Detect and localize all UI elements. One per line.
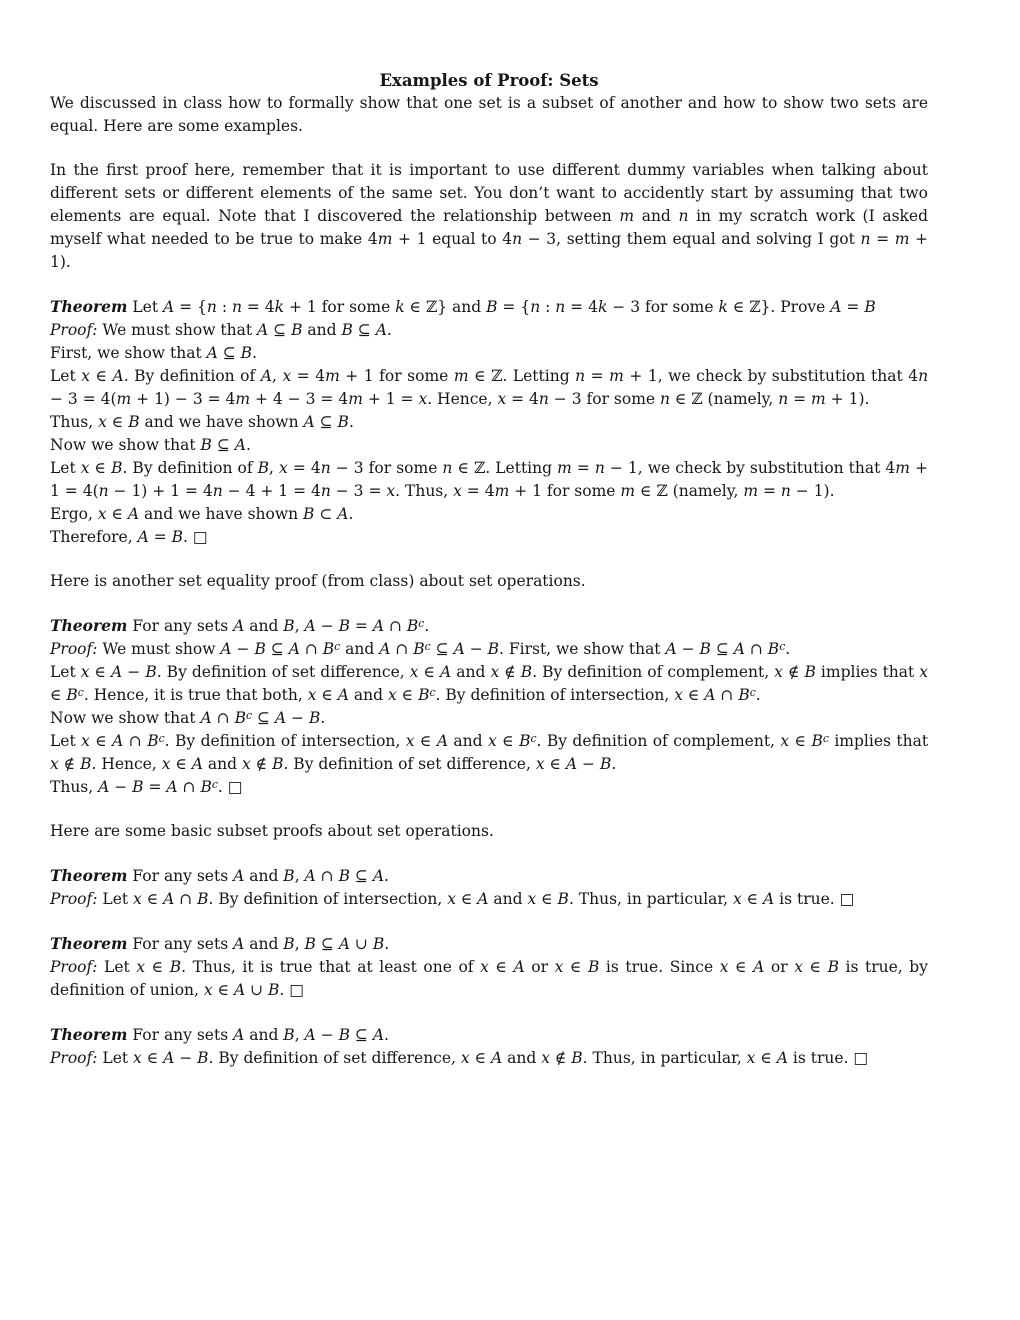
math-var: A (200, 709, 212, 727)
complement-superscript: c (334, 639, 341, 653)
math-var: B (197, 1049, 209, 1067)
math-var: B (308, 709, 321, 727)
math-var: m (494, 482, 510, 500)
math-var: x (80, 459, 90, 477)
theorem-1-forward-argument: Let x ∈ A. By definition of A, x = 4m + 1 for some m ∈ ℤ. Letting n = m + 1, we check by substitution that 4n − 3 = 4(m + 1) − 3 = 4m + 4 − 3 = 4m + 1 = x. Hence, x = 4n − 3 for some n ∈ ℤ (namely, n = m + 1). (50, 367, 929, 408)
math-var: x (98, 413, 107, 431)
math-var: A (234, 436, 246, 454)
theorem-1 (50, 295, 928, 549)
math-var: x (405, 732, 415, 750)
complement-superscript: c (779, 639, 786, 653)
math-var: k (718, 298, 728, 316)
math-var: B (587, 958, 600, 976)
theorem-3-proof: Proof: Let x ∈ A ∩ B. By definition of intersection, x ∈ A and x ∈ B. Thus, in particular, x ∈ A is true. □ (50, 890, 855, 908)
math-var: A (257, 321, 269, 339)
theorem-keyword: Theorem (50, 934, 128, 953)
math-var: x (388, 686, 397, 704)
math-var: x (161, 755, 171, 773)
math-var: A (372, 617, 385, 635)
math-var: x (794, 958, 803, 976)
math-var: n (530, 298, 541, 316)
math-var: n (860, 230, 871, 248)
math-var: B (132, 778, 144, 796)
math-var: n (780, 482, 791, 500)
complement-superscript: c (418, 616, 425, 630)
math-var: x (133, 1049, 142, 1067)
math-var: A (111, 663, 123, 681)
math-var: n (231, 298, 242, 316)
math-var: n (660, 390, 670, 408)
complement-superscript: c (429, 685, 436, 699)
math-var: x (535, 755, 545, 773)
theorem-2-proof-intro: Proof: We must show A − B ⊆ A ∩ $B^c$ and A ∩ $B^c$ ⊆ A − B. First, we show that A − B ⊆ A ∩ $B^c$. (50, 639, 791, 658)
math-var: x (81, 732, 90, 750)
math-var: B (304, 935, 316, 953)
math-var: A (337, 505, 349, 523)
math-var: A (490, 1049, 503, 1067)
math-var: A (337, 686, 349, 704)
math-var: x (490, 663, 500, 681)
math-var: m (894, 230, 910, 248)
math-var: B (811, 732, 823, 750)
theorem-4-proof: Proof: Let x ∈ B. Thus, it is true that at least one of x ∈ A or x ∈ B is true. Since x ∈ A or x ∈ B is true, by definition of union, x ∈ A ∪ B. □ (50, 958, 928, 999)
math-var: n (555, 298, 566, 316)
document-page (50, 69, 928, 1070)
math-var: B (111, 459, 123, 477)
theorem-5-statement: Theorem For any sets A and B, A − B ⊆ A. (50, 1025, 389, 1044)
math-var: x (527, 890, 537, 908)
math-var: n (778, 390, 789, 408)
theorem-1-backward-argument: Let x ∈ B. By definition of B, x = 4n − 3 for some n ∈ ℤ. Letting m = n − 1, we check by substitution that 4m + 1 = 4(n − 1) + 1 = 4n − 4 + 1 = 4n − 3 = x. Thus, x = 4m + 1 for some m ∈ ℤ (namely, m = n − 1). (50, 459, 929, 500)
math-var: n (98, 482, 109, 500)
math-var: B (234, 709, 246, 727)
math-var: A (233, 1026, 245, 1044)
math-var: x (919, 663, 929, 681)
math-var: A (372, 1026, 385, 1044)
math-var: B (303, 505, 315, 523)
complement-superscript: c (530, 731, 537, 745)
math-var: x (488, 732, 497, 750)
theorem-4-statement: Theorem For any sets A and B, B ⊆ A ∪ B. (50, 934, 390, 953)
math-var: n (575, 367, 586, 385)
theorem-1-qed: Therefore, A = B. □ (50, 528, 208, 546)
math-var: Proof: (50, 1049, 98, 1067)
math-var: A (453, 640, 465, 658)
transition-2 (50, 820, 928, 843)
math-var: B (80, 755, 92, 773)
math-var: x (80, 663, 90, 681)
math-var: B (520, 663, 533, 681)
theorem-1-backward-conclusion: Ergo, x ∈ A and we have shown B ⊂ A. (50, 505, 354, 523)
math-var: B (128, 413, 140, 431)
math-var: A (288, 640, 300, 658)
math-var: A (379, 640, 391, 658)
math-var: B (827, 958, 839, 976)
math-var: A (233, 867, 245, 885)
theorem-keyword: Theorem (50, 616, 128, 635)
math-var: A (98, 778, 110, 796)
math-var: B (322, 640, 335, 658)
math-var: A (233, 935, 245, 953)
math-var: B (283, 935, 295, 953)
math-var: A (166, 778, 178, 796)
transition-2-paragraph: Here are some basic subset proofs about set operations. (50, 822, 494, 840)
math-var: B (341, 321, 353, 339)
math-var: k (597, 298, 608, 316)
theorem-3-statement: Theorem For any sets A and B, A ∩ B ⊆ A. (50, 866, 389, 885)
math-var: m (609, 367, 624, 385)
complement-superscript: c (424, 639, 431, 653)
math-var: Proof: (50, 958, 98, 976)
math-var: x (460, 1049, 470, 1067)
theorem-2-forward-argument: Let x ∈ A − B. By definition of set difference, x ∈ A and x ∉ B. By definition of complement, x ∉ B implies that x ∈ $B^c$. Hence, it is true that both, x ∈ A and x ∈ $B^c$. By definition of intersection, x ∈ A ∩ $B^c$. (50, 663, 929, 704)
math-var: n (206, 298, 217, 316)
math-var: B (418, 686, 430, 704)
math-var: x (774, 663, 783, 681)
theorem-keyword: Theorem (50, 866, 128, 885)
math-var: x (241, 755, 251, 773)
math-var: x (447, 890, 456, 908)
math-var: B (272, 755, 284, 773)
math-var: A (565, 755, 578, 773)
math-var: x (418, 390, 428, 408)
math-var: m (325, 367, 340, 385)
math-var: A (112, 732, 124, 750)
math-var: A (206, 344, 218, 362)
math-var: n (678, 207, 689, 225)
complement-superscript: c (749, 685, 756, 699)
math-var: m (235, 390, 251, 408)
math-var: m (743, 482, 759, 500)
math-var: B (338, 617, 350, 635)
math-var: n (538, 390, 549, 408)
math-var: n (512, 230, 523, 248)
math-var: B (291, 321, 303, 339)
math-var: n (918, 367, 929, 385)
math-var: x (203, 981, 213, 999)
theorem-2-backward-goal: Now we show that A ∩ $B^c$ ⊆ A − B. (50, 708, 326, 727)
math-var: x (541, 1049, 550, 1067)
theorem-5 (50, 1023, 928, 1070)
math-var: A (513, 958, 525, 976)
math-var: B (738, 686, 750, 704)
math-var: B (169, 958, 182, 976)
math-var: B (864, 298, 876, 316)
math-var: x (136, 958, 146, 976)
math-var: A (753, 958, 765, 976)
math-var: x (133, 890, 142, 908)
math-var: B (557, 890, 569, 908)
math-var: B (599, 755, 612, 773)
theorem-1-forward-conclusion: Thus, x ∈ B and we have shown A ⊆ B. (50, 413, 354, 431)
math-var: B (338, 867, 350, 885)
math-var: x (453, 482, 462, 500)
math-var: B (804, 663, 816, 681)
math-var: B (767, 640, 780, 658)
math-var: A (436, 732, 449, 750)
math-var: x (732, 890, 742, 908)
math-var: B (406, 617, 419, 635)
math-var: B (413, 640, 425, 658)
math-var: B (699, 640, 711, 658)
math-var: m (619, 207, 635, 225)
math-var: k (274, 298, 285, 316)
math-var: n (320, 459, 331, 477)
math-var: B (571, 1049, 583, 1067)
title-text: Examples of Proof: Sets (379, 71, 599, 90)
math-var: B (254, 640, 266, 658)
math-var: Proof: (50, 321, 98, 339)
complement-superscript: c (77, 685, 84, 699)
math-var: A (137, 528, 149, 546)
math-var: m (895, 459, 910, 477)
theorem-1-forward-goal: First, we show that A ⊆ B. (50, 344, 257, 362)
math-var: A (260, 367, 272, 385)
math-var: Proof: (50, 640, 98, 658)
math-var: B (240, 344, 253, 362)
math-var: x (279, 459, 288, 477)
math-var: x (386, 482, 396, 500)
math-var: A (163, 298, 175, 316)
math-var: x (307, 686, 317, 704)
math-var: x (50, 755, 59, 773)
document-title (50, 69, 928, 92)
math-var: A (191, 755, 203, 773)
math-var: A (372, 867, 385, 885)
math-var: B (283, 1026, 295, 1044)
math-var: x (780, 732, 790, 750)
math-var: A (776, 1049, 788, 1067)
math-var: B (171, 528, 184, 546)
math-var: x (746, 1049, 756, 1067)
math-var: m (377, 230, 393, 248)
math-var: A (112, 367, 124, 385)
theorem-keyword: Theorem (50, 1025, 128, 1044)
math-var: m (116, 390, 132, 408)
header-section (50, 69, 928, 138)
math-var: x (719, 958, 729, 976)
note-paragraph: In the first proof here, remember that it is important to use different dummy variables when talking about different sets or different elements of the same set. You don’t want to accidently start by assuming that two elements are equal. Note that I discovered the relationship between m and n in my scratch work (I asked myself what needed to be true to make 4m + 1 equal to 4n − 3, setting them equal and solving I got n = m + 1). (50, 161, 929, 271)
theorem-2-statement: Theorem For any sets A and B, A − B = A ∩ $B^c$. (50, 616, 430, 635)
math-var: B (337, 413, 349, 431)
math-var: A (304, 617, 316, 635)
math-var: A (233, 981, 246, 999)
complement-superscript: c (822, 731, 829, 745)
math-var: x (554, 958, 564, 976)
math-var: A (763, 890, 775, 908)
complement-superscript: c (158, 731, 165, 745)
math-var: m (453, 367, 469, 385)
dummy-variables-note (50, 159, 928, 274)
math-var: B (338, 1026, 350, 1044)
math-var: B (372, 935, 385, 953)
math-var: m (557, 459, 572, 477)
complement-superscript: c (211, 777, 218, 791)
transition-1-paragraph: Here is another set equality proof (from class) about set operations. (50, 572, 586, 590)
math-var: B (257, 459, 270, 477)
math-var: x (480, 958, 489, 976)
math-var: B (197, 890, 209, 908)
theorem-keyword: Theorem (50, 297, 128, 316)
theorem-2-qed: Thus, A − B = A ∩ $B^c$. □ (50, 777, 243, 796)
theorem-1-proof-intro: Proof: We must show that A ⊆ B and B ⊆ A. (50, 321, 392, 339)
math-var: m (620, 482, 636, 500)
math-var: k (395, 298, 405, 316)
math-var: B (200, 436, 212, 454)
math-var: B (268, 981, 280, 999)
math-var: x (674, 686, 683, 704)
math-var: A (733, 640, 745, 658)
math-var: A (274, 709, 287, 727)
theorem-2 (50, 614, 928, 799)
math-var: n (442, 459, 453, 477)
math-var: B (147, 732, 159, 750)
math-var: A (665, 640, 677, 658)
math-var: n (594, 459, 605, 477)
theorem-3 (50, 864, 928, 911)
math-var: m (811, 390, 826, 408)
math-var: x (81, 367, 90, 385)
math-var: A (220, 640, 232, 658)
intro-paragraph: We discussed in class how to formally show that one set is a subset of another and how to show two sets are equal. Here are some examples. (50, 94, 928, 135)
math-var: A (127, 505, 140, 523)
math-var: A (477, 890, 489, 908)
math-var: x (282, 367, 292, 385)
math-var: x (409, 663, 419, 681)
math-var: x (497, 390, 507, 408)
math-var: x (97, 505, 107, 523)
math-var: A (704, 686, 716, 704)
math-var: m (348, 390, 363, 408)
math-var: A (375, 321, 387, 339)
math-var: B (283, 617, 295, 635)
transition-1 (50, 570, 928, 593)
math-var: A (233, 617, 245, 635)
theorem-2-backward-argument: Let x ∈ A ∩ $B^c$. By definition of intersection, x ∈ A and x ∈ $B^c$. By definition of complement, x ∈ $B^c$ implies that x ∉ B. Hence, x ∈ A and x ∉ B. By definition of set difference, x ∈ A − B. (50, 731, 929, 773)
math-var: n (212, 482, 223, 500)
math-var: A (338, 935, 350, 953)
theorem-1-backward-goal: Now we show that B ⊆ A. (50, 436, 251, 454)
math-var: B (200, 778, 212, 796)
theorem-5-proof: Proof: Let x ∈ A − B. By definition of set difference, x ∈ A and x ∉ B. Thus, in particular, x ∈ A is true. □ (50, 1049, 869, 1067)
theorem-4 (50, 932, 928, 1002)
math-var: n (320, 482, 331, 500)
math-var: B (519, 732, 531, 750)
math-var: B (66, 686, 78, 704)
math-var: B (283, 867, 295, 885)
theorem-1-statement: Theorem Let A = {n : n = 4k + 1 for some k ∈ ℤ} and B = {n : n = 4k − 3 for some k ∈ ℤ}. Prove A = B (50, 297, 876, 316)
math-var: Proof: (50, 890, 98, 908)
math-var: A (304, 867, 316, 885)
math-var: A (163, 1049, 175, 1067)
math-var: B (486, 298, 498, 316)
math-var: B (487, 640, 500, 658)
math-var: A (303, 413, 315, 431)
math-var: A (304, 1026, 316, 1044)
math-var: B (145, 663, 157, 681)
math-var: A (440, 663, 452, 681)
complement-superscript: c (245, 708, 253, 722)
math-var: A (163, 890, 175, 908)
math-var: A (830, 298, 842, 316)
